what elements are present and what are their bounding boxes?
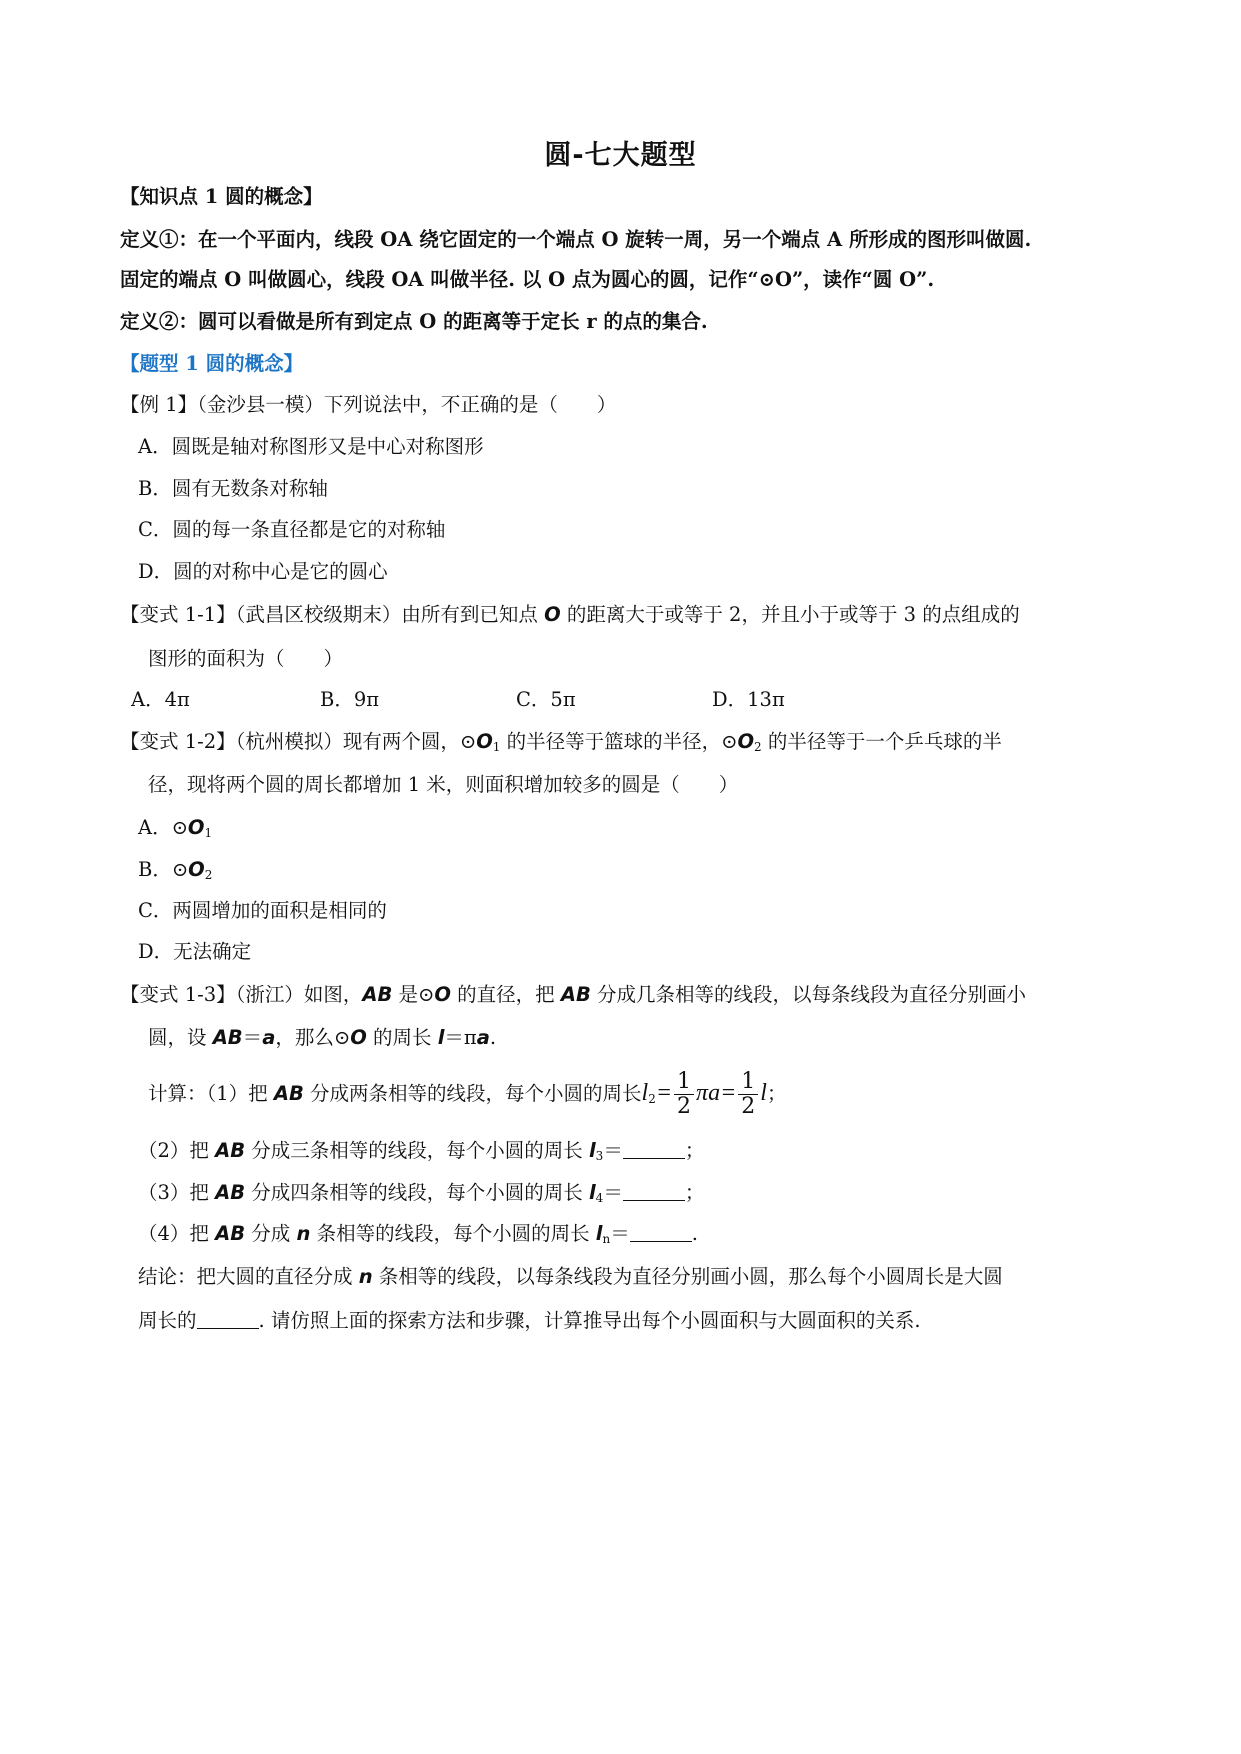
calc-2-equals: ＝ <box>603 1139 623 1162</box>
variant-1-2-option-b <box>138 856 212 889</box>
answer-blank[interactable] <box>623 1180 685 1201</box>
calc-step-1 <box>148 1070 786 1119</box>
calc-3-subscript: 4 <box>595 1191 604 1205</box>
example-1-option-c: C．圆的每一条直径都是它的对称轴 <box>138 518 446 541</box>
calc-2-subscript: 3 <box>595 1149 604 1163</box>
option-b-circle: O <box>188 858 205 881</box>
circle-o: O <box>350 1026 367 1049</box>
example-1-label: 【例 1】 <box>120 393 198 416</box>
calc-4-end: . <box>691 1222 698 1245</box>
answer-blank[interactable] <box>623 1138 685 1159</box>
variant-1-2-text-b: 的半径等于篮球的半径，⊙ <box>500 730 738 753</box>
page-title: 圆-七大题型 <box>544 140 697 171</box>
formula-pi-a: πa <box>696 1080 721 1106</box>
circle-o2: O <box>737 730 755 753</box>
variant-1-1-question <box>120 601 1020 629</box>
segment-ab: AB <box>215 1222 246 1245</box>
conclusion-line-1 <box>138 1263 1003 1291</box>
var-a: a <box>262 1026 276 1049</box>
circle-o2-subscript: 2 <box>754 740 762 754</box>
variant-1-1-option-c: C．5π <box>516 688 576 711</box>
variant-1-1-option-b: B．9π <box>320 688 380 711</box>
calc-4-subscript: n <box>602 1232 611 1246</box>
example-1-text: （金沙县一模）下列说法中，不正确的是（ ） <box>197 393 617 416</box>
conclusion-text-a: 结论：把大圆的直径分成 <box>138 1265 359 1288</box>
v13-text-1d: 分成几条相等的线段，以每条线段为直径分别画小 <box>590 983 1027 1006</box>
v13-text-1a: （浙江）如图， <box>235 983 363 1006</box>
option-b-prefix: B．⊙ <box>138 858 189 881</box>
calc-3-equals: ＝ <box>603 1181 623 1204</box>
definition-1-line-1: 定义①：在一个平面内，线段 OA 绕它固定的一个端点 O 旋转一周，另一个端点 A 所形成的图形叫做圆. <box>120 228 1032 251</box>
v13-text-2b: ＝ <box>242 1026 263 1049</box>
calc-step-4 <box>138 1220 698 1253</box>
v13-text-1c: 的直径，把 <box>450 983 561 1006</box>
calc-4-text-a: （4）把 <box>138 1222 216 1245</box>
v13-text-2f: . <box>489 1026 497 1049</box>
variant-1-1-text-a: （武昌区校级期末）由所有到已知点 <box>235 603 545 626</box>
segment-ab: AB <box>215 1181 246 1204</box>
calc-step-2 <box>138 1137 704 1170</box>
calc-4-text-b: 条相等的线段，每个小圆的周长 <box>310 1222 596 1245</box>
formula-end: ； <box>766 1082 787 1105</box>
variant-1-2-question <box>120 728 1002 761</box>
var-a: a <box>476 1026 490 1049</box>
calc-2-text-b: 分成三条相等的线段，每个小圆的周长 <box>245 1139 589 1162</box>
conclusion-line-2 <box>138 1307 921 1335</box>
variant-1-2-label: 【变式 1-2】 <box>120 730 236 753</box>
variant-1-2-option-a <box>138 814 212 847</box>
example-1-option-b: B．圆有无数条对称轴 <box>138 477 328 500</box>
option-a-circle: O <box>187 816 205 839</box>
variant-1-2-option-c: C．两圆增加的面积是相同的 <box>138 899 387 922</box>
point-o: O <box>544 603 561 626</box>
calc-2-text-a: （2）把 <box>138 1139 216 1162</box>
var-l: l <box>437 1026 445 1049</box>
calc-4-text-mid: 分成 <box>245 1222 297 1245</box>
formula-l-2: l <box>760 1080 767 1106</box>
option-a-subscript: 1 <box>204 826 213 840</box>
fraction-half-1 <box>674 1070 694 1119</box>
type-1-heading: 【题型 1 圆的概念】 <box>120 352 304 375</box>
variant-1-2-line-2: 径，现将两个圆的周长都增加 1 米，则面积增加较多的圆是（ ） <box>148 773 739 796</box>
answer-blank[interactable] <box>197 1308 259 1329</box>
calc-3-text-b: 分成四条相等的线段，每个小圆的周长 <box>245 1181 589 1204</box>
example-1-option-d: D．圆的对称中心是它的圆心 <box>138 560 388 583</box>
segment-ab: AB <box>560 983 591 1006</box>
v13-text-2e: ＝π <box>444 1026 477 1049</box>
variant-1-3-question <box>120 981 1026 1009</box>
calc-2-end: ； <box>684 1139 705 1162</box>
formula-l-subscript: 2 <box>648 1092 656 1106</box>
var-l: l <box>595 1222 603 1245</box>
definition-1-line-2: 固定的端点 O 叫做圆心，线段 OA 叫做半径. 以 O 点为圆心的圆，记作“⊙O”，读作“圆 O”. <box>120 268 935 291</box>
circle-o: O <box>434 983 451 1006</box>
variant-1-2-text-c: 的半径等于一个乒乓球的半 <box>761 730 1002 753</box>
segment-ab: AB <box>212 1026 243 1049</box>
v13-text-2d: 的周长 <box>366 1026 438 1049</box>
v13-text-2a: 圆，设 <box>148 1026 213 1049</box>
fraction-denominator: 2 <box>677 1094 692 1119</box>
option-b-subscript: 2 <box>204 868 213 882</box>
example-1-question <box>120 391 616 419</box>
v13-text-1b: 是⊙ <box>392 983 435 1006</box>
calc-4-equals: ＝ <box>610 1222 630 1245</box>
circle-o1-subscript: 1 <box>492 740 501 754</box>
calc-1-text-a: 计算：（1）把 <box>148 1082 274 1105</box>
circle-o1: O <box>476 730 493 753</box>
variant-1-1-label: 【变式 1-1】 <box>120 603 236 626</box>
calc-3-text-a: （3）把 <box>138 1181 216 1204</box>
conclusion-text-b: 条相等的线段，以每条线段为直径分别画小圆，那么每个小圆周长是大圆 <box>372 1265 1003 1288</box>
fraction-half-2 <box>738 1070 758 1119</box>
var-n: n <box>358 1265 373 1288</box>
variant-1-2-option-d: D．无法确定 <box>138 940 252 963</box>
definition-2: 定义②：圆可以看做是所有到定点 O 的距离等于定长 r 的点的集合. <box>120 310 708 333</box>
fraction-numerator: 1 <box>674 1070 694 1095</box>
fraction-denominator: 2 <box>741 1094 756 1119</box>
var-n: n <box>296 1222 311 1245</box>
calc-3-end: ； <box>684 1181 705 1204</box>
variant-1-3-line-2 <box>148 1024 496 1052</box>
knowledge-heading: 【知识点 1 圆的概念】 <box>120 185 323 208</box>
variant-1-1-text-b: 的距离大于或等于 2，并且小于或等于 3 的点组成的 <box>560 603 1020 626</box>
segment-ab: AB <box>273 1082 304 1105</box>
variant-1-1-line-2: 图形的面积为（ ） <box>148 647 344 670</box>
variant-1-3-label: 【变式 1-3】 <box>120 983 236 1006</box>
formula-equals-2: = <box>720 1080 737 1106</box>
calc-step-3 <box>138 1179 704 1212</box>
variant-1-2-text-a: （杭州模拟）现有两个圆，⊙ <box>235 730 477 753</box>
var-l: l <box>588 1181 596 1204</box>
segment-ab: AB <box>215 1139 246 1162</box>
v13-text-2c: ，那么⊙ <box>275 1026 351 1049</box>
var-l: l <box>588 1139 596 1162</box>
segment-ab: AB <box>362 983 393 1006</box>
variant-1-1-option-d: D．13π <box>712 688 785 711</box>
option-a-prefix: A．⊙ <box>138 816 188 839</box>
formula-equals: = <box>655 1080 673 1106</box>
conclusion-2-text-a: 周长的 <box>138 1309 197 1332</box>
variant-1-1-option-a: A．4π <box>131 688 190 711</box>
answer-blank[interactable] <box>630 1221 692 1242</box>
conclusion-2-text-b: . 请仿照上面的探索方法和步骤，计算推导出每个小圆面积与大圆面积的关系. <box>258 1309 921 1332</box>
fraction-numerator: 1 <box>738 1070 758 1095</box>
example-1-option-a: A．圆既是轴对称图形又是中心对称图形 <box>138 435 484 458</box>
calc-1-text-b: 分成两条相等的线段，每个小圆的周长 <box>303 1082 642 1105</box>
formula-l: l <box>641 1080 649 1106</box>
